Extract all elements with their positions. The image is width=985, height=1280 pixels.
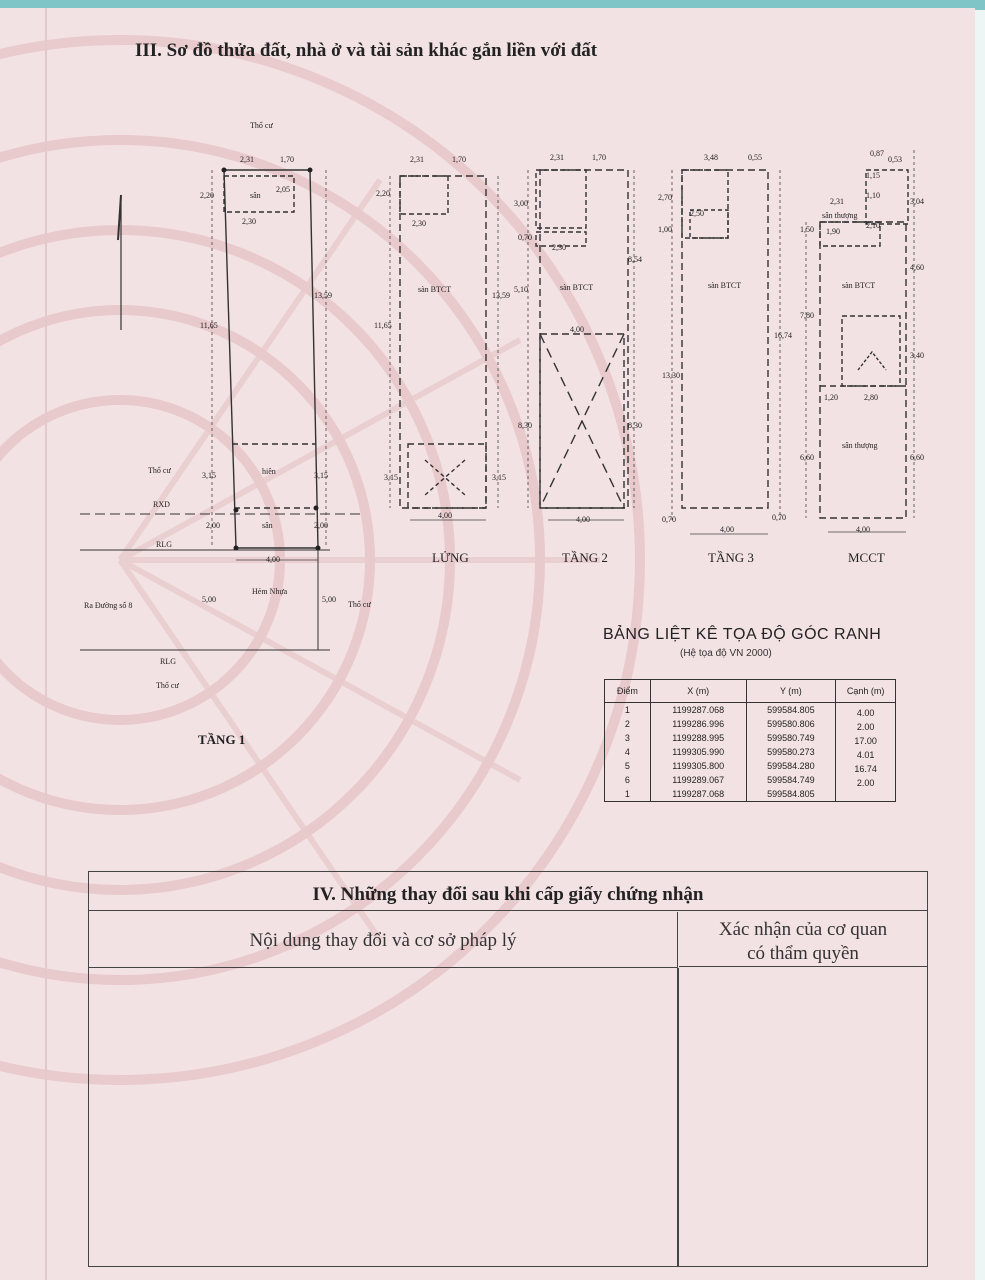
- section4-title: IV. Những thay đổi sau khi cấp giấy chứng nhận: [89, 872, 927, 911]
- hem-nhua-label: Hẻm Nhựa: [252, 587, 288, 596]
- dim: 0,87: [870, 149, 884, 158]
- changes-section: [88, 871, 928, 1267]
- san-label-back: sân: [250, 191, 261, 200]
- san-btct-mcct: sàn BTCT: [842, 281, 876, 290]
- authority-line2: có thẩm quyền: [747, 943, 859, 964]
- dim: 2,31: [240, 155, 254, 164]
- dim: 1,70: [452, 155, 466, 164]
- dim: 6,60: [800, 453, 814, 462]
- dim: 6,60: [910, 453, 924, 462]
- coord-header-y: Y (m): [746, 680, 836, 703]
- coord-edge: 2.00: [836, 717, 896, 731]
- tho-cu-label-right: Thổ cư: [348, 600, 371, 609]
- coord-edge: 2.00: [836, 773, 896, 787]
- dim: 4,00: [720, 525, 734, 534]
- dim: 3,40: [910, 351, 924, 360]
- dim: 4,60: [910, 263, 924, 272]
- dim: 2,05: [276, 185, 290, 194]
- floor-title-tang3: TẦNG 3: [708, 550, 754, 565]
- dim: 5,10: [514, 285, 528, 294]
- dim: 4,00: [570, 325, 584, 334]
- dim: 4,00: [266, 555, 280, 564]
- coord-x: 1199288.995: [650, 731, 746, 745]
- dim: 2,31: [550, 153, 564, 162]
- floor-title-lung: LỬNG: [432, 550, 469, 565]
- dim: 16,74: [774, 331, 792, 340]
- dim: 11,65: [374, 321, 392, 330]
- rlg-label-2: RLG: [160, 657, 176, 666]
- coord-y: 599584.805: [746, 787, 836, 802]
- dim: 4,00: [856, 525, 870, 534]
- dim: 2,31: [830, 197, 844, 206]
- dim: 0,53: [888, 155, 902, 164]
- dim: 5,00: [202, 595, 216, 604]
- floor-title-tang2: TẦNG 2: [562, 550, 608, 565]
- dim: 2,80: [864, 393, 878, 402]
- dim: 2,30: [552, 243, 566, 252]
- dim: 4,00: [576, 515, 590, 524]
- dim: 2,00: [314, 521, 328, 530]
- tho-cu-label-left: Thổ cư: [148, 466, 171, 475]
- dim: 0,70: [518, 233, 532, 242]
- dim: 13,30: [662, 371, 680, 380]
- coord-edge: 16.74: [836, 759, 896, 773]
- coord-x: 1199287.068: [650, 787, 746, 802]
- coord-table: [604, 679, 896, 802]
- rlg-label-1: RLG: [156, 540, 172, 549]
- san-label-front: sân: [262, 521, 273, 530]
- table-row: [605, 717, 896, 731]
- san-thuong-top: sân thượng: [822, 211, 858, 220]
- coord-x: 1199286.996: [650, 717, 746, 731]
- dim: 13,59: [314, 291, 332, 300]
- change-content-header: Nội dung thay đổi và cơ sở pháp lý: [89, 912, 678, 968]
- floor-title-mcct: MCCT: [848, 550, 885, 565]
- coord-table-subtitle: (Hệ tọa độ VN 2000): [680, 648, 772, 659]
- dim: 8,30: [518, 421, 532, 430]
- dim: 2,31: [410, 155, 424, 164]
- dim: 2,20: [200, 191, 214, 200]
- dim: 0,70: [772, 513, 786, 522]
- dim: 3,15: [492, 473, 506, 482]
- hien-label: hiên: [262, 467, 276, 476]
- coord-point: 4: [605, 745, 651, 759]
- ra-duong-label: Ra Đường số 8: [84, 601, 133, 610]
- dim: 3,48: [704, 153, 718, 162]
- coord-edge-empty: [836, 787, 896, 802]
- coord-edge: 4.00: [836, 703, 896, 718]
- coord-point: 2: [605, 717, 651, 731]
- coord-header-edge: Cạnh (m): [836, 680, 896, 703]
- dim: 8,54: [628, 255, 642, 264]
- coord-point: 5: [605, 759, 651, 773]
- coord-edge: 4.01: [836, 745, 896, 759]
- dim: 3,15: [202, 471, 216, 480]
- dim: 2,20: [376, 189, 390, 198]
- dim: 1,10: [866, 191, 880, 200]
- table-row: [605, 703, 896, 718]
- coord-point: 1: [605, 703, 651, 718]
- coord-point: 1: [605, 787, 651, 802]
- dim: 3,00: [514, 199, 528, 208]
- san-btct-lung: sàn BTCT: [418, 285, 452, 294]
- dim: 0,70: [662, 515, 676, 524]
- table-row: [605, 787, 896, 802]
- coord-edge: 17.00: [836, 731, 896, 745]
- san-btct-tang3: sàn BTCT: [708, 281, 742, 290]
- floor-title-tang1: TẦNG 1: [198, 732, 246, 747]
- coord-x: 1199305.800: [650, 759, 746, 773]
- authority-confirm-header: [679, 912, 927, 967]
- table-row: [605, 759, 896, 773]
- dim: 7,80: [800, 311, 814, 320]
- coord-x: 1199305.990: [650, 745, 746, 759]
- dim: 2,50: [690, 209, 704, 218]
- section3-title: III. Sơ đồ thửa đất, nhà ở và tài sản khác gắn liền với đất: [135, 40, 598, 61]
- dim: 5,00: [322, 595, 336, 604]
- dim: 13,59: [492, 291, 510, 300]
- authority-line1: Xác nhận của cơ quan: [718, 919, 888, 940]
- coord-table-title: BẢNG LIỆT KÊ TỌA ĐỘ GÓC RANH: [603, 626, 882, 643]
- tho-cu-label-top: Thổ cư: [250, 121, 273, 130]
- dim: 2,70: [658, 193, 672, 202]
- coord-y: 599580.749: [746, 731, 836, 745]
- dim: 2,30: [412, 219, 426, 228]
- coord-y: 599584.805: [746, 703, 836, 718]
- table-row: [605, 745, 896, 759]
- dim: 3,15: [314, 471, 328, 480]
- dim: 2,00: [206, 521, 220, 530]
- coord-y: 599580.273: [746, 745, 836, 759]
- dim: 3,04: [910, 197, 924, 206]
- dim: 8,30: [628, 421, 642, 430]
- coord-x: 1199287.068: [650, 703, 746, 718]
- dim: 1,15: [866, 171, 880, 180]
- tho-cu-label-bottom: Thổ cư: [156, 681, 179, 690]
- coord-header-x: X (m): [650, 680, 746, 703]
- dim: 1,20: [824, 393, 838, 402]
- coord-y: 599584.280: [746, 759, 836, 773]
- dim: 2,10: [866, 221, 880, 230]
- dim: 1,00: [658, 225, 672, 234]
- dim: 4,00: [438, 511, 452, 520]
- dim: 1,90: [826, 227, 840, 236]
- dim: 1,70: [592, 153, 606, 162]
- coord-header-point: Điểm: [605, 680, 651, 703]
- san-thuong-bottom: sân thượng: [842, 441, 878, 450]
- dim: 0,55: [748, 153, 762, 162]
- coord-y: 599584.749: [746, 773, 836, 787]
- coord-x: 1199289.067: [650, 773, 746, 787]
- table-row: [605, 773, 896, 787]
- san-btct-tang2: sàn BTCT: [560, 283, 594, 292]
- dim: 1,50: [800, 225, 814, 234]
- dim: 3,15: [384, 473, 398, 482]
- coord-point: 6: [605, 773, 651, 787]
- table-row: [605, 731, 896, 745]
- column-divider: [677, 968, 679, 1266]
- dim: 1,70: [280, 155, 294, 164]
- coord-y: 599580.806: [746, 717, 836, 731]
- dim: 11,65: [200, 321, 218, 330]
- rxd-label: RXD: [153, 500, 170, 509]
- coord-point: 3: [605, 731, 651, 745]
- dim: 2,30: [242, 217, 256, 226]
